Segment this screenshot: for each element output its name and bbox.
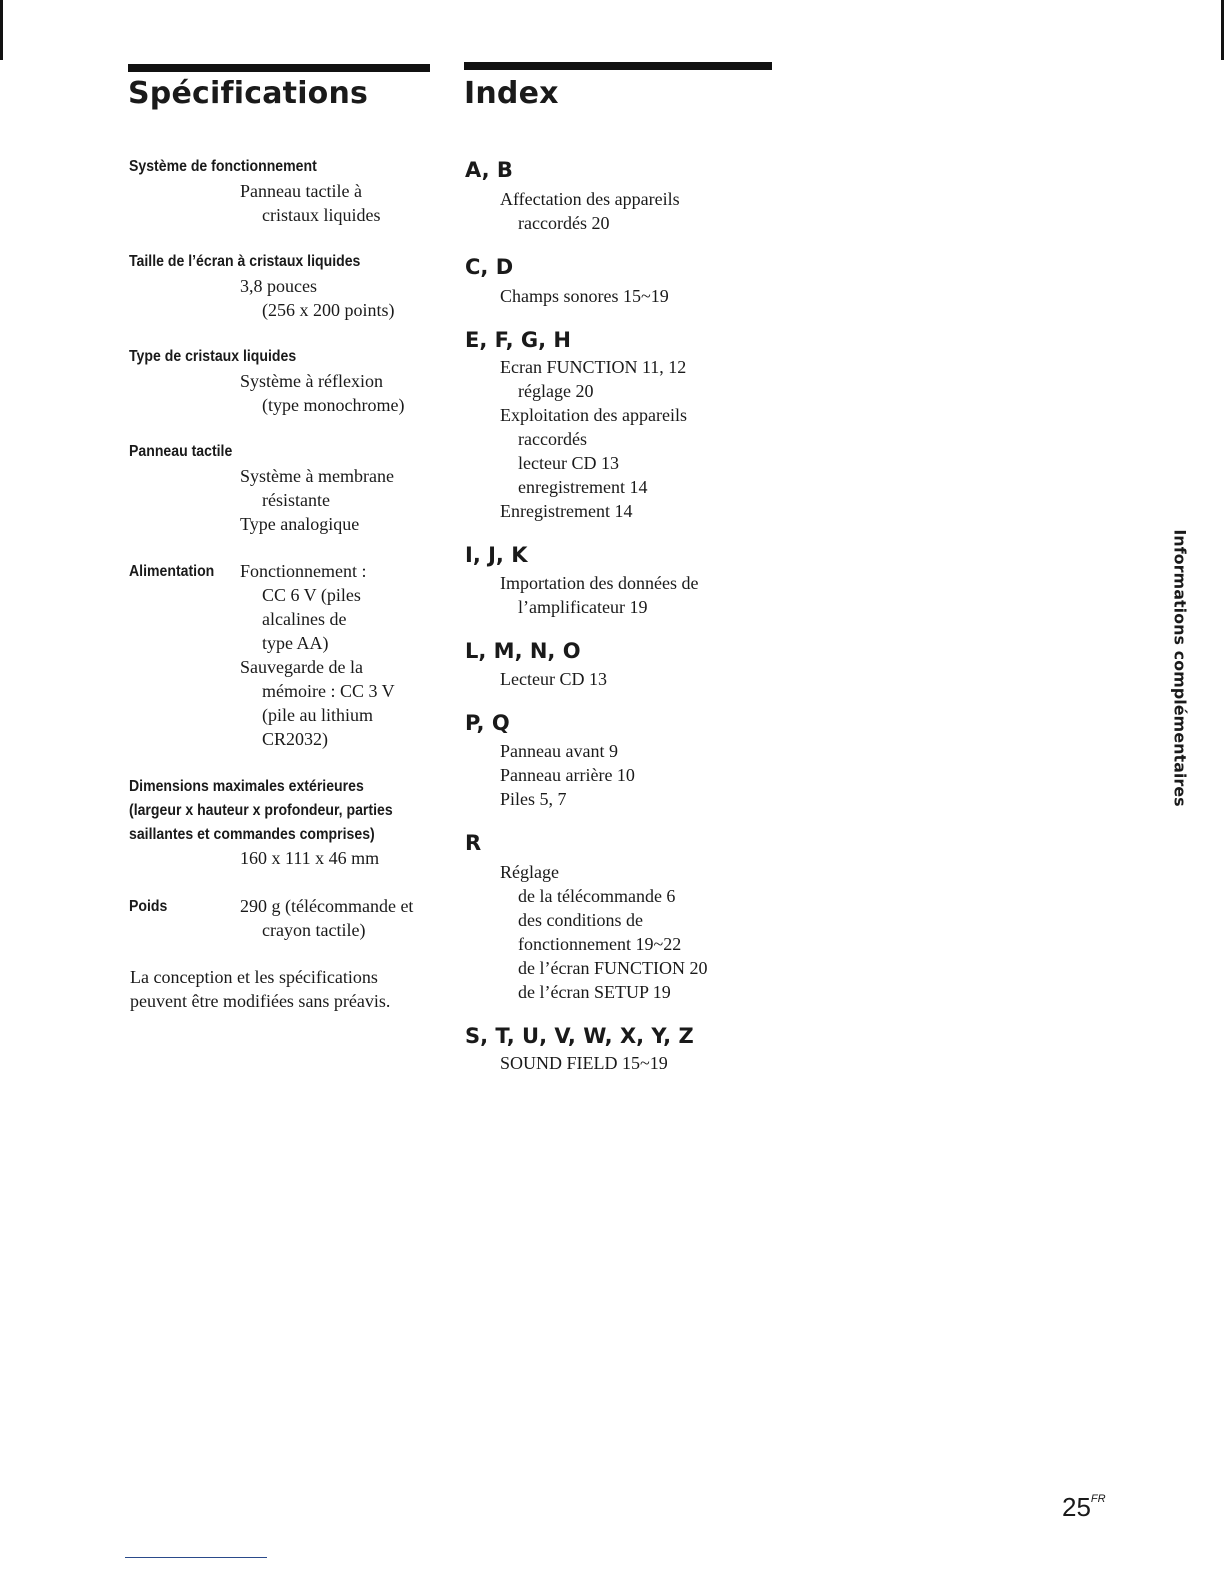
spec-value-line: Type analogique (240, 514, 360, 534)
index-entry: Piles 5, 7 (500, 789, 567, 809)
index-letters: P, Q (465, 711, 510, 735)
spec-value-line: Fonctionnement : (240, 561, 367, 581)
note-line: La conception et les spécifications (130, 967, 378, 987)
index-entry: raccordés 20 (518, 213, 610, 233)
index-entry: Ecran FUNCTION 11, 12 (500, 357, 687, 377)
spec-value-line: (256 x 200 points) (262, 300, 395, 320)
index-entry: de l’écran SETUP 19 (518, 982, 671, 1002)
index-entry: Enregistrement 14 (500, 501, 633, 521)
spec-value-line: CC 6 V (piles (262, 585, 361, 605)
spec-value-line: mémoire : CC 3 V (262, 681, 395, 701)
spec-value-line: résistante (262, 490, 330, 510)
spec-label: Poids (129, 898, 168, 915)
spec-value-line: (pile au lithium (262, 705, 373, 725)
side-tab-label: Informations complémentaires (1170, 529, 1190, 807)
index-entry: Affectation des appareils (500, 189, 680, 209)
spec-value-line: Système à réflexion (240, 371, 383, 391)
index-entry: Importation des données de (500, 573, 699, 593)
index-letters: E, F, G, H (465, 328, 571, 352)
index-entry: réglage 20 (518, 381, 594, 401)
index-entry: des conditions de (518, 910, 643, 930)
page-number-value: 25 (1062, 1492, 1091, 1522)
spec-label-line: (largeur x hauteur x profondeur, parties (129, 802, 393, 819)
index-entry: enregistrement 14 (518, 477, 648, 497)
spec-value-line: 160 x 111 x 46 mm (240, 848, 380, 868)
spec-value-line: crayon tactile) (262, 920, 366, 940)
spec-value-line: Sauvegarde de la (240, 657, 363, 677)
spec-label: Système de fonctionnement (129, 158, 317, 175)
index-letters: S, T, U, V, W, X, Y, Z (465, 1024, 694, 1048)
index-rule (464, 62, 772, 70)
index-entry: Exploitation des appareils (500, 405, 687, 425)
spec-value-line: 290 g (télécommande et (240, 896, 414, 916)
spec-value-line: Panneau tactile à (240, 181, 362, 201)
index-entry: Panneau arrière 10 (500, 765, 635, 785)
spec-value-line: alcalines de (262, 609, 347, 629)
index-entry: Lecteur CD 13 (500, 669, 607, 689)
index-letters: L, M, N, O (465, 639, 581, 663)
index-entry: Réglage (500, 862, 559, 882)
index-heading: Index (464, 76, 559, 111)
index-letters: C, D (465, 255, 514, 279)
index-entry: raccordés (518, 429, 587, 449)
spec-value-line: type AA) (262, 633, 329, 653)
page-number (1062, 1492, 1106, 1523)
specifications-heading: Spécifications (128, 76, 369, 111)
note-line: peuvent être modifiées sans préavis. (130, 991, 391, 1011)
left-edge-mark (0, 0, 3, 60)
index-entry: de la télécommande 6 (518, 886, 676, 906)
page-number-suffix: FR (1090, 1493, 1106, 1505)
index-entry: de l’écran FUNCTION 20 (518, 958, 708, 978)
spec-label-line: Dimensions maximales extérieures (129, 778, 364, 795)
spec-value-line: Système à membrane (240, 466, 394, 486)
spec-label: Taille de l’écran à cristaux liquides (129, 253, 361, 270)
bottom-rule (125, 1557, 267, 1558)
spec-label: Panneau tactile (129, 443, 233, 460)
spec-value-line: 3,8 pouces (240, 276, 317, 296)
spec-label-line: saillantes et commandes comprises) (129, 826, 375, 843)
index-letters: A, B (465, 158, 513, 182)
index-letters: I, J, K (465, 543, 528, 567)
specifications-rule (128, 64, 430, 72)
spec-label: Type de cristaux liquides (129, 348, 297, 365)
index-entry: Champs sonores 15~19 (500, 286, 669, 306)
spec-value-line: CR2032) (262, 729, 329, 749)
index-letters: R (465, 831, 482, 855)
index-entry: SOUND FIELD 15~19 (500, 1053, 668, 1073)
index-entry: l’amplificateur 19 (518, 597, 648, 617)
spec-value-line: (type monochrome) (262, 395, 405, 415)
index-entry: fonctionnement 19~22 (518, 934, 682, 954)
index-entry: lecteur CD 13 (518, 453, 619, 473)
index-entry: Panneau avant 9 (500, 741, 618, 761)
spec-label: Alimentation (129, 563, 215, 580)
spec-value-line: cristaux liquides (262, 205, 381, 225)
